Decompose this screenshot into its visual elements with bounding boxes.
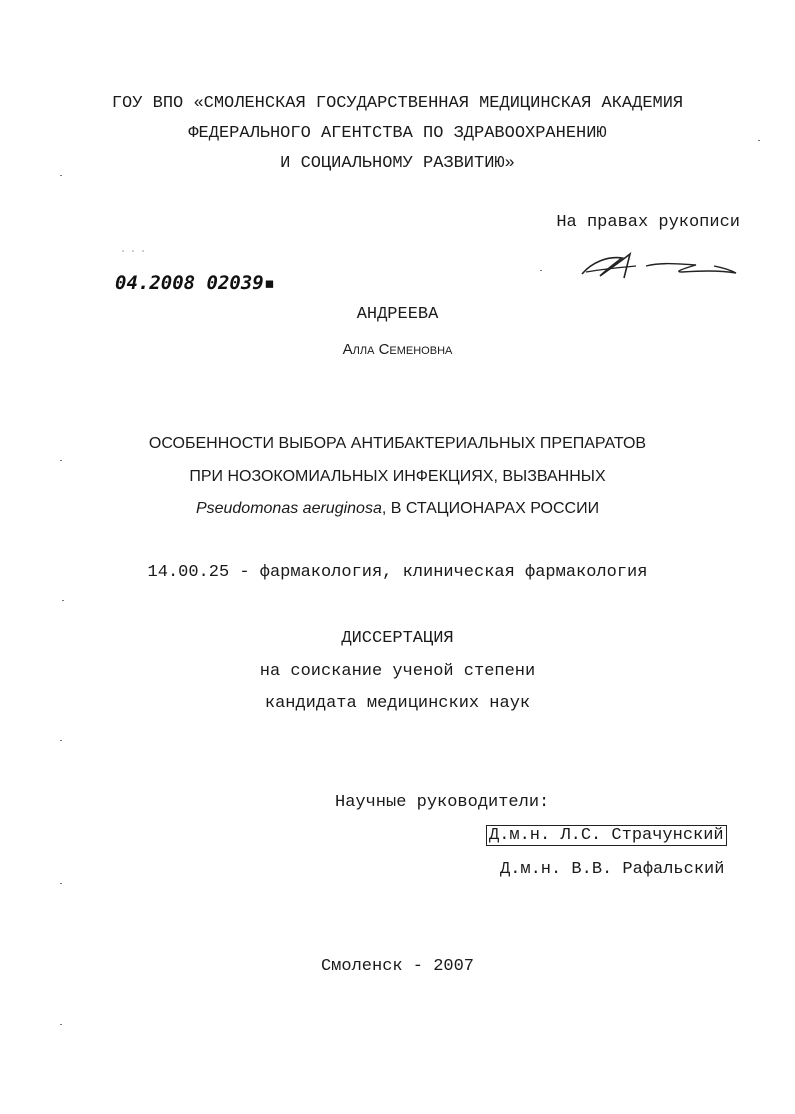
- registration-number: 04.2008 02039: [115, 272, 264, 294]
- scan-speck: [60, 460, 62, 461]
- specialty-code: 14.00.25 - фармакология, клиническая фармакология: [147, 563, 648, 582]
- institution-line-1: ГОУ ВПО «СМОЛЕНСКАЯ ГОСУДАРСТВЕННАЯ МЕДИЦИНСКАЯ АКАДЕМИЯ: [111, 94, 684, 113]
- scan-speck: [60, 740, 62, 741]
- institution-line-3: И СОЦИАЛЬНОМУ РАЗВИТИЮ»: [280, 154, 515, 173]
- scan-speck: [60, 1024, 62, 1025]
- degree-type: ДИССЕРТАЦИЯ: [341, 629, 454, 648]
- supervisors-label: Научные руководители:: [335, 793, 550, 812]
- stamp-marks: ˙˙˙: [120, 251, 151, 262]
- scan-speck: [60, 883, 62, 884]
- thesis-title-line-2: ПРИ НОЗОКОМИАЛЬНЫХ ИНФЕКЦИЯХ, ВЫЗВАННЫХ: [189, 468, 606, 485]
- scan-speck: [758, 140, 760, 141]
- signature-icon: [578, 248, 743, 282]
- author-surname: АНДРЕЕВА: [356, 305, 439, 324]
- supervisor-second: Д.м.н. В.В. Рафальский: [500, 860, 725, 879]
- thesis-title-line-1: ОСОБЕННОСТИ ВЫБОРА АНТИБАКТЕРИАЛЬНЫХ ПРЕПАРАТОВ: [148, 435, 647, 452]
- thesis-title-line-3: [0, 499, 795, 519]
- place-and-year: Смоленск - 2007: [320, 957, 475, 976]
- degree-line-2: кандидата медицинских наук: [264, 694, 531, 713]
- degree-line-1: на соискание ученой степени: [259, 662, 536, 681]
- thesis-title-line-3-rest: , В СТАЦИОНАРАХ РОССИИ: [381, 500, 600, 517]
- registration-stamp: [115, 272, 275, 294]
- institution-line-2: ФЕДЕРАЛЬНОГО АГЕНТСТВА ПО ЗДРАВООХРАНЕНИЮ: [188, 124, 607, 143]
- scan-speck: [540, 270, 542, 271]
- supervisor-first: [486, 826, 727, 846]
- organism-name: Pseudomonas aeruginosa: [195, 500, 382, 517]
- scan-speck: [62, 600, 64, 601]
- manuscript-note: На правах рукописи: [556, 213, 740, 232]
- supervisor-first-box: Д.м.н. Л.С. Страчунский: [486, 825, 727, 846]
- stamp-dash: ▪: [263, 272, 276, 294]
- author-given-names: Алла Семеновна: [342, 341, 453, 358]
- scan-speck: [60, 175, 62, 176]
